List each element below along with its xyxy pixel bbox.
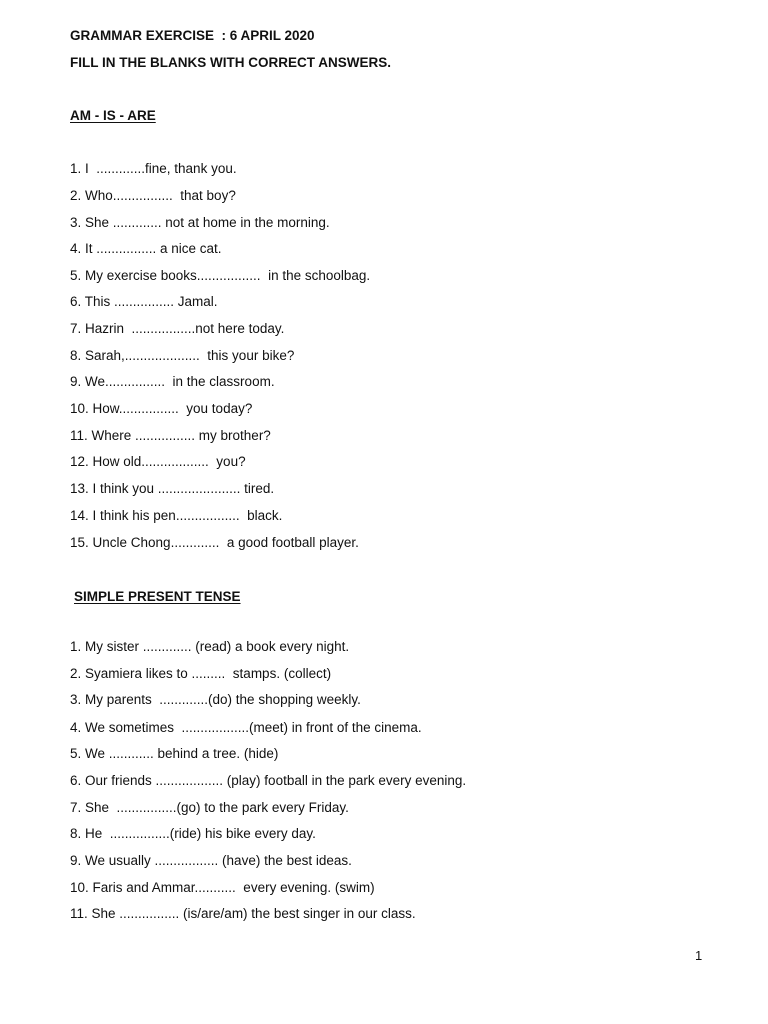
exercise-item: 1. I .............fine, thank you. <box>70 161 237 176</box>
exercise-item: 13. I think you ...................... tired. <box>70 481 275 496</box>
exercise-item: 4. We sometimes ..................(meet) in front of the cinema. <box>70 720 422 735</box>
worksheet-title: GRAMMAR EXERCISE : 6 APRIL 2020 <box>70 28 315 43</box>
exercise-item: 7. She ................(go) to the park every Friday. <box>70 800 349 815</box>
exercise-item: 9. We usually ................. (have) the best ideas. <box>70 853 352 868</box>
exercise-item: 10. How................ you today? <box>70 401 253 416</box>
exercise-item: 8. He ................(ride) his bike every day. <box>70 826 316 841</box>
exercise-item: 15. Uncle Chong............. a good football player. <box>70 535 359 550</box>
exercise-item: 2. Who................ that boy? <box>70 188 236 203</box>
exercise-item: 11. She ................ (is/are/am) the best singer in our class. <box>70 906 416 921</box>
exercise-item: 11. Where ................ my brother? <box>70 428 271 443</box>
exercise-item: 5. My exercise books................. in the schoolbag. <box>70 268 371 283</box>
page-number: 1 <box>695 948 703 963</box>
exercise-item: 5. We ............ behind a tree. (hide) <box>70 746 279 761</box>
exercise-item: 3. My parents .............(do) the shopping weekly. <box>70 692 361 707</box>
exercise-item: 2. Syamiera likes to ......... stamps. (collect) <box>70 666 332 681</box>
exercise-item: 10. Faris and Ammar........... every evening. (swim) <box>70 880 375 895</box>
exercise-item: 6. Our friends .................. (play) football in the park every evening. <box>70 773 467 788</box>
exercise-item: 1. My sister ............. (read) a book every night. <box>70 639 350 654</box>
exercise-item: 14. I think his pen................. black. <box>70 508 283 523</box>
exercise-item: 12. How old.................. you? <box>70 454 246 469</box>
exercise-item: 7. Hazrin .................not here today. <box>70 321 285 336</box>
exercise-item: 6. This ................ Jamal. <box>70 294 218 309</box>
exercise-item: 8. Sarah,.................... this your bike? <box>70 348 295 363</box>
exercise-item: 4. It ................ a nice cat. <box>70 241 222 256</box>
section-heading-am-is-are: AM - IS - ARE <box>70 108 156 123</box>
exercise-item: 3. She ............. not at home in the morning. <box>70 215 330 230</box>
worksheet-instruction: FILL IN THE BLANKS WITH CORRECT ANSWERS. <box>70 55 391 70</box>
section-heading-simple-present: SIMPLE PRESENT TENSE <box>74 589 241 604</box>
exercise-item: 9. We................ in the classroom. <box>70 374 275 389</box>
